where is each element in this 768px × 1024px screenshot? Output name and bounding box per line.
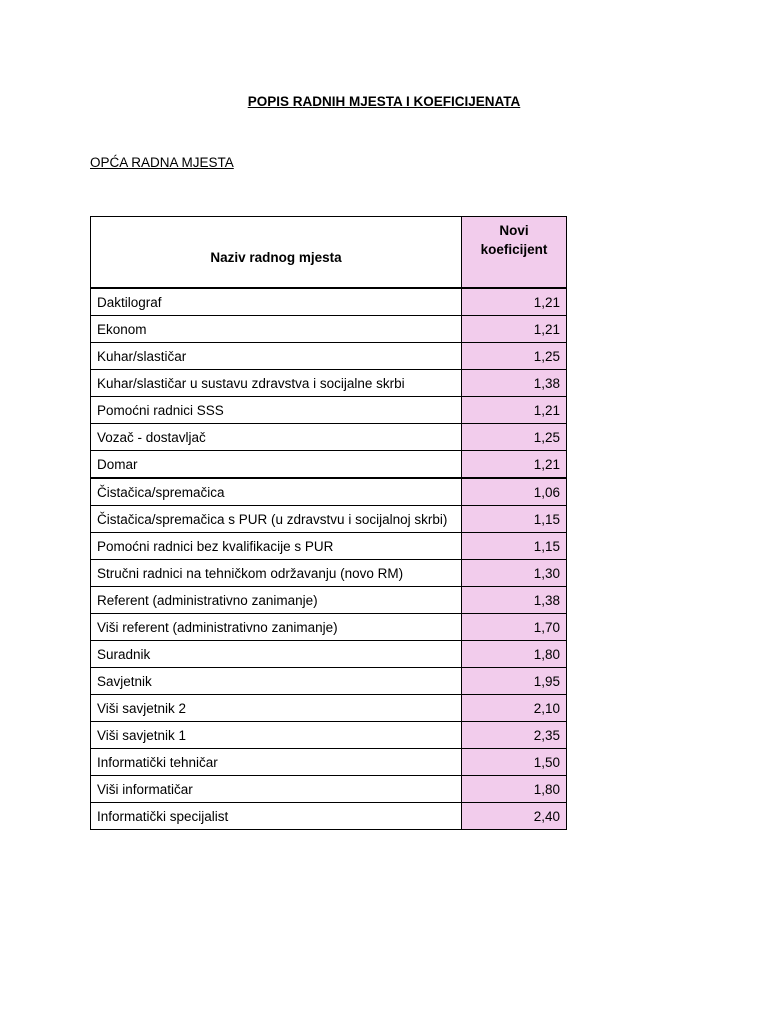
table-row bbox=[91, 587, 567, 614]
job-name: Kuhar/slastičar u sustavu zdravstva i socijalne skrbi bbox=[91, 370, 462, 397]
job-name: Informatički tehničar bbox=[91, 749, 462, 776]
job-name: Čistačica/spremačica s PUR (u zdravstvu i socijalnoj skrbi) bbox=[91, 506, 462, 533]
table-row bbox=[91, 722, 567, 749]
table-row bbox=[91, 343, 567, 370]
coefficient-value: 1,50 bbox=[462, 749, 567, 776]
job-name: Vozač - dostavljač bbox=[91, 424, 462, 451]
table-row bbox=[91, 288, 567, 316]
coefficient-value: 1,38 bbox=[462, 587, 567, 614]
table-row bbox=[91, 614, 567, 641]
job-name: Pomoćni radnici bez kvalifikacije s PUR bbox=[91, 533, 462, 560]
header-job-name: Naziv radnog mjesta bbox=[91, 217, 462, 289]
job-name: Pomoćni radnici SSS bbox=[91, 397, 462, 424]
job-name: Viši savjetnik 2 bbox=[91, 695, 462, 722]
coefficient-value: 1,25 bbox=[462, 424, 567, 451]
coefficients-table bbox=[90, 216, 567, 830]
coefficient-value: 1,80 bbox=[462, 641, 567, 668]
coefficient-value: 1,15 bbox=[462, 533, 567, 560]
job-name: Informatički specijalist bbox=[91, 803, 462, 830]
job-name: Domar bbox=[91, 451, 462, 479]
table-row bbox=[91, 803, 567, 830]
coefficient-value: 2,35 bbox=[462, 722, 567, 749]
coefficient-value: 1,38 bbox=[462, 370, 567, 397]
table-body bbox=[91, 288, 567, 830]
section-title: OPĆA RADNA MJESTA bbox=[90, 155, 234, 170]
coefficient-value: 1,21 bbox=[462, 316, 567, 343]
coefficient-value: 1,30 bbox=[462, 560, 567, 587]
table-row bbox=[91, 695, 567, 722]
table-row bbox=[91, 749, 567, 776]
coefficient-value: 1,21 bbox=[462, 397, 567, 424]
job-name: Ekonom bbox=[91, 316, 462, 343]
job-name: Viši referent (administrativno zanimanje) bbox=[91, 614, 462, 641]
coefficient-value: 1,15 bbox=[462, 506, 567, 533]
table-row bbox=[91, 641, 567, 668]
job-name: Kuhar/slastičar bbox=[91, 343, 462, 370]
job-name: Suradnik bbox=[91, 641, 462, 668]
job-name: Čistačica/spremačica bbox=[91, 478, 462, 506]
job-name: Viši savjetnik 1 bbox=[91, 722, 462, 749]
table-row bbox=[91, 397, 567, 424]
coefficient-value: 1,25 bbox=[462, 343, 567, 370]
table-row bbox=[91, 776, 567, 803]
coefficient-value: 1,70 bbox=[462, 614, 567, 641]
job-name: Stručni radnici na tehničkom održavanju (novo RM) bbox=[91, 560, 462, 587]
coefficient-value: 1,80 bbox=[462, 776, 567, 803]
table-row bbox=[91, 451, 567, 479]
header-coefficient bbox=[462, 217, 567, 289]
coefficient-value: 1,21 bbox=[462, 451, 567, 479]
job-name: Daktilograf bbox=[91, 288, 462, 316]
coefficient-value: 1,95 bbox=[462, 668, 567, 695]
table-row bbox=[91, 533, 567, 560]
job-name: Viši informatičar bbox=[91, 776, 462, 803]
coefficient-value: 1,06 bbox=[462, 478, 567, 506]
job-name: Referent (administrativno zanimanje) bbox=[91, 587, 462, 614]
table-row bbox=[91, 506, 567, 533]
coefficient-value: 2,10 bbox=[462, 695, 567, 722]
coefficient-value: 1,21 bbox=[462, 288, 567, 316]
table-row bbox=[91, 424, 567, 451]
header-coefficient-line1: Novi bbox=[499, 223, 529, 238]
coefficient-value: 2,40 bbox=[462, 803, 567, 830]
table-header-row bbox=[91, 217, 567, 289]
header-coefficient-line2: koeficijent bbox=[480, 242, 548, 257]
table-row bbox=[91, 370, 567, 397]
table-row bbox=[91, 560, 567, 587]
table-row bbox=[91, 478, 567, 506]
table-header bbox=[91, 217, 567, 289]
job-name: Savjetnik bbox=[91, 668, 462, 695]
document-title: POPIS RADNIH MJESTA I KOEFICIJENATA bbox=[247, 94, 521, 109]
table-row bbox=[91, 316, 567, 343]
table-row bbox=[91, 668, 567, 695]
